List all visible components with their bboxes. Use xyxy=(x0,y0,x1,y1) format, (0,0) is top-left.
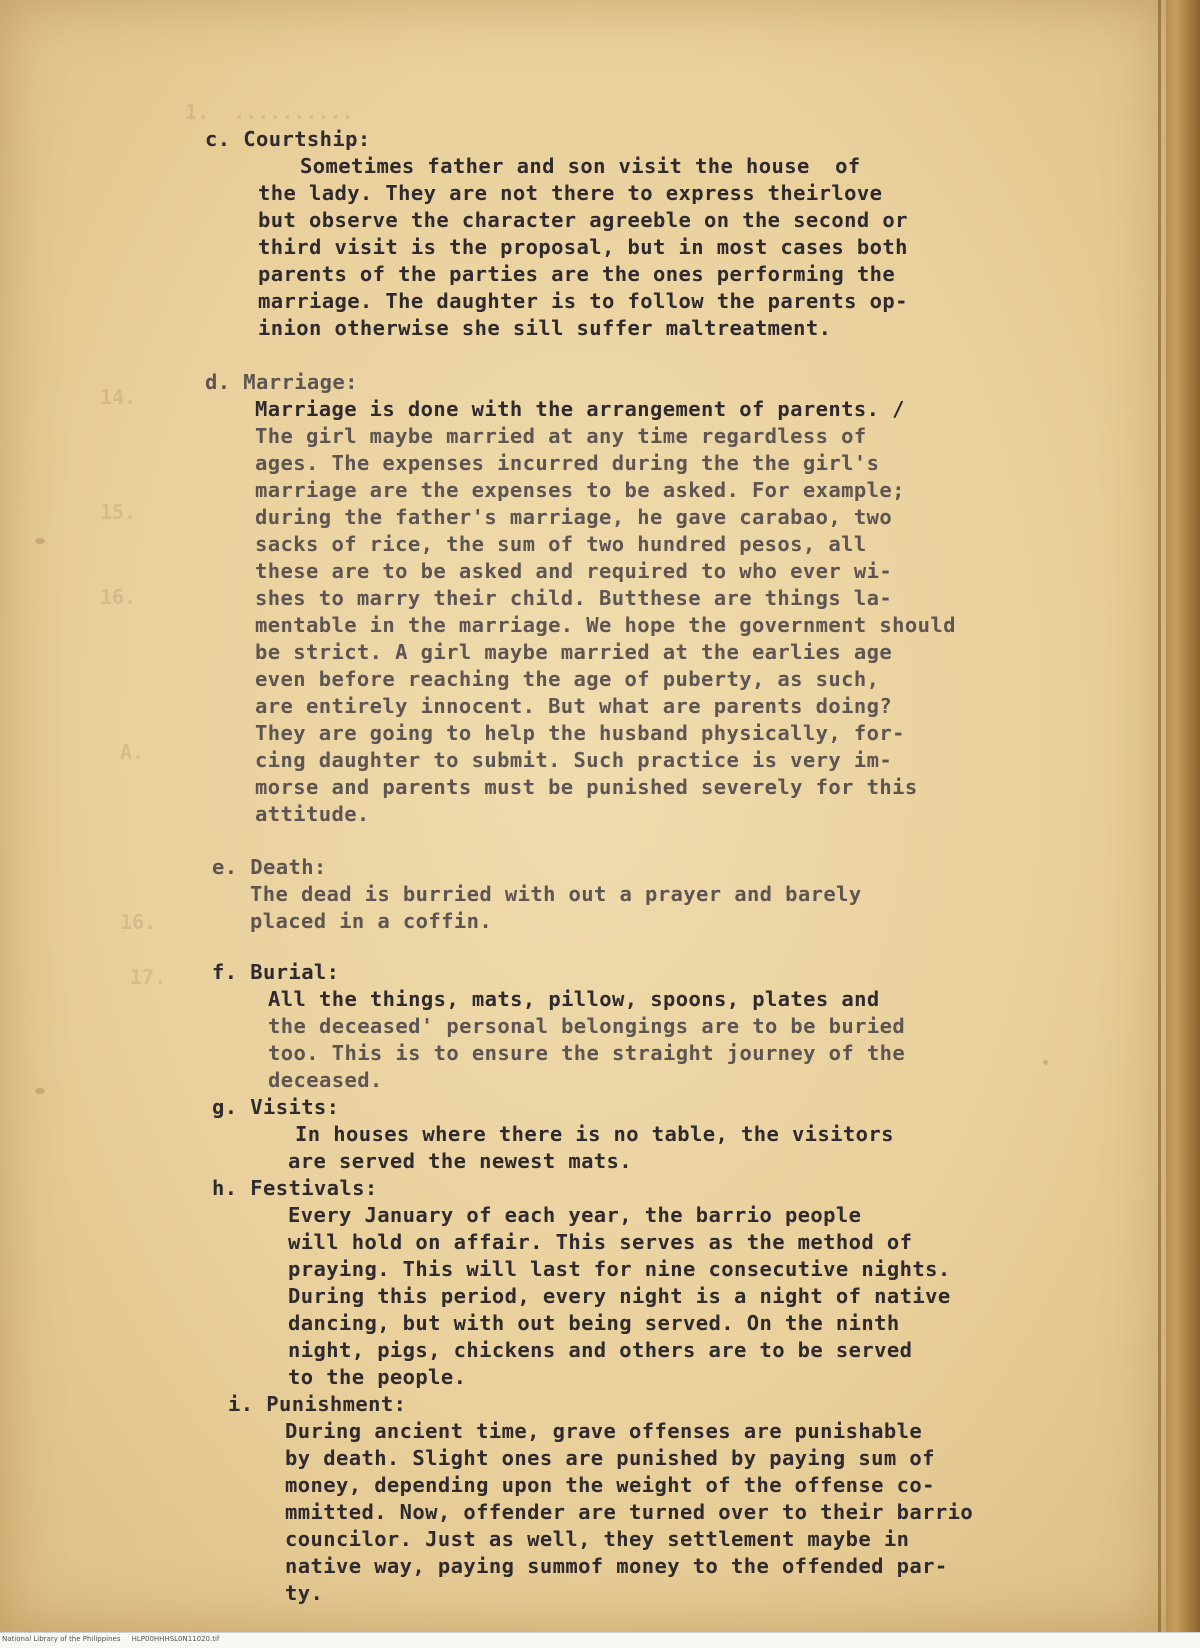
text-line: during the father's marriage, he gave carabao, two xyxy=(255,505,893,529)
text-line: cing daughter to submit. Such practice is very im- xyxy=(255,748,893,772)
section-heading-burial: f. Burial: xyxy=(212,960,340,984)
text-line: even before reaching the age of puberty, as such, xyxy=(255,667,880,691)
bleed-through-mark: 17. xyxy=(130,965,167,989)
text-line: attitude. xyxy=(255,802,370,826)
text-line: placed in a coffin. xyxy=(250,909,493,933)
section-heading-festivals: h. Festivals: xyxy=(212,1176,378,1200)
text-line: The girl maybe married at any time regardless of xyxy=(255,424,867,448)
section-heading-punishment: i. Punishment: xyxy=(228,1392,407,1416)
text-line: They are going to help the husband physically, for- xyxy=(255,721,905,745)
text-line: All the things, mats, pillow, spoons, plates and xyxy=(268,987,880,1011)
text-line: ages. The expenses incurred during the the girl's xyxy=(255,451,880,475)
bleed-through-mark: 1. .......... xyxy=(185,100,354,124)
text-line: the deceased' personal belongings are to be buried xyxy=(268,1014,906,1038)
text-line: these are to be asked and required to who ever wi- xyxy=(255,559,893,583)
text-line: are entirely innocent. But what are parents doing? xyxy=(255,694,893,718)
text-line: Every January of each year, the barrio people xyxy=(288,1203,862,1227)
bleed-through-mark: 14. xyxy=(100,385,137,409)
section-heading-death: e. Death: xyxy=(212,855,327,879)
text-line: shes to marry their child. Butthese are things la- xyxy=(255,586,893,610)
text-line: but observe the character agreeble on the second or xyxy=(258,208,908,232)
text-line: marriage. The daughter is to follow the parents op- xyxy=(258,289,908,313)
section-heading-visits: g. Visits: xyxy=(212,1095,340,1119)
text-line: native way, paying summof money to the offended par- xyxy=(285,1554,948,1578)
text-line: praying. This will last for nine consecutive nights. xyxy=(288,1257,951,1281)
text-line: marriage are the expenses to be asked. For example; xyxy=(255,478,905,502)
page-edge xyxy=(1166,0,1200,1647)
text-line: deceased. xyxy=(268,1068,383,1092)
section-heading-courtship: c. Courtship: xyxy=(205,127,371,151)
text-line: In houses where there is no table, the visitors xyxy=(295,1122,894,1146)
text-line: too. This is to ensure the straight journey of the xyxy=(268,1041,906,1065)
bleed-through-mark: 16. xyxy=(120,910,157,934)
text-line: the lady. They are not there to express theirlove xyxy=(258,181,883,205)
text-line: to the people. xyxy=(288,1365,467,1389)
text-line: morse and parents must be punished severely for this xyxy=(255,775,918,799)
text-line: councilor. Just as well, they settlement maybe in xyxy=(285,1527,910,1551)
text-line: by death. Slight ones are punished by paying sum of xyxy=(285,1446,935,1470)
text-line: During this period, every night is a night of native xyxy=(288,1284,951,1308)
text-line: Sometimes father and son visit the house of xyxy=(300,154,861,178)
text-line: be strict. A girl maybe married at the earlies age xyxy=(255,640,893,664)
section-heading-marriage: d. Marriage: xyxy=(205,370,358,394)
text-line: parents of the parties are the ones performing the xyxy=(258,262,896,286)
scan-source-label: National Library of the Philippines HLP00HHHSL0N11020.tif xyxy=(2,1635,220,1643)
text-line: During ancient time, grave offenses are punishable xyxy=(285,1419,923,1443)
text-line: ty. xyxy=(285,1581,324,1605)
text-line: dancing, but with out being served. On the ninth xyxy=(288,1311,900,1335)
bleed-through-mark: 16. xyxy=(100,585,137,609)
text-line: will hold on affair. This serves as the method of xyxy=(288,1230,913,1254)
text-line: mmitted. Now, offender are turned over to their barrio xyxy=(285,1500,974,1524)
scan-footer xyxy=(0,1632,1200,1648)
text-line: night, pigs, chickens and others are to be served xyxy=(288,1338,913,1362)
text-line: mentable in the marriage. We hope the government should xyxy=(255,613,956,637)
text-line: inion otherwise she sill suffer maltreatment. xyxy=(258,316,832,340)
text-line: are served the newest mats. xyxy=(288,1149,633,1173)
text-line: Marriage is done with the arrangement of parents. / xyxy=(255,397,905,421)
text-line: money, depending upon the weight of the offense co- xyxy=(285,1473,935,1497)
bleed-through-mark: 15. xyxy=(100,500,137,524)
text-line: The dead is burried with out a prayer and barely xyxy=(250,882,862,906)
text-line: sacks of rice, the sum of two hundred pesos, all xyxy=(255,532,867,556)
text-line: third visit is the proposal, but in most cases both xyxy=(258,235,908,259)
bleed-through-mark: A. xyxy=(120,740,145,764)
